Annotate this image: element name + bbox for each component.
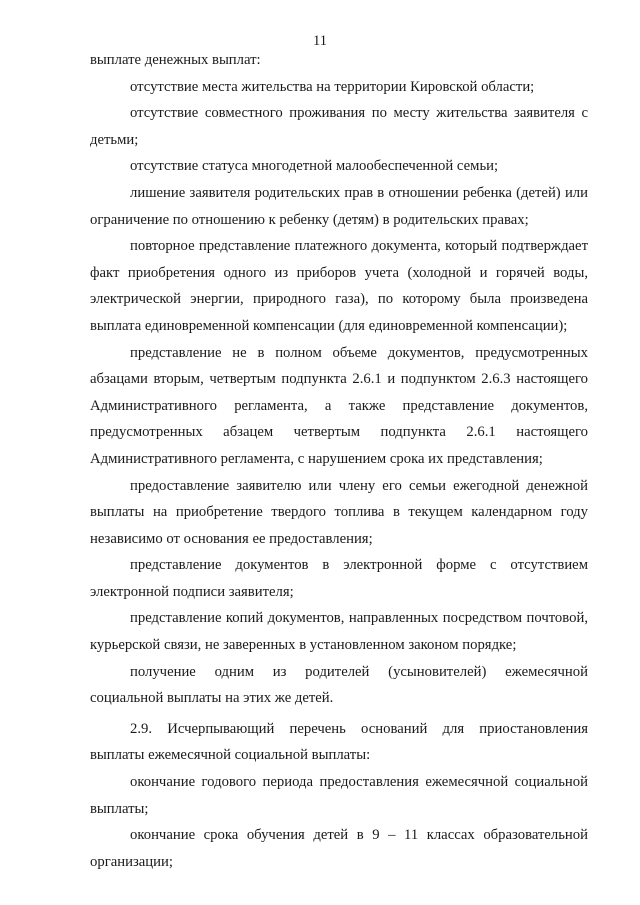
document-body xyxy=(90,47,588,875)
paragraph: лишение заявителя родительских прав в отношении ребенка (детей) или ограничение по отношению к ребенку (детям) в родительских правах; xyxy=(90,184,588,228)
paragraph: получение одним из родителей (усыновителей) ежемесячной социальной выплаты на этих же детей. xyxy=(90,663,588,707)
paragraph-continuation: выплате денежных выплат: xyxy=(90,52,261,68)
paragraph: повторное представление платежного документа, который подтверждает факт приобретения одного из приборов учета (холодной и горячей воды, электрической энергии, природного газа), по которому была произведена выплата единовременной компенсации (для единовременной компенсации); xyxy=(90,238,588,334)
paragraph: окончание срока обучения детей в 9 – 11 классах образовательной организации; xyxy=(90,827,588,870)
paragraph: отсутствие места жительства на территории Кировской области; xyxy=(130,78,535,95)
paragraph: предоставление заявителю или члену его семьи ежегодной денежной выплаты на приобретение твердого топлива в текущем календарном году независимо от основания ее предоставления; xyxy=(90,477,588,547)
section-heading-paragraph: 2.9. Исчерпывающий перечень оснований для приостановления выплаты ежемесячной социальной выплаты: xyxy=(90,720,588,764)
paragraph: представление документов в электронной форме с отсутствием электронной подписи заявителя; xyxy=(90,557,588,600)
paragraph: окончание годового периода предоставления ежемесячной социальной выплаты; xyxy=(90,774,588,817)
page-number: 11 xyxy=(313,33,327,49)
paragraph: представление не в полном объеме документов, предусмотренных абзацами вторым, четвертым подпункта 2.6.1 и подпунктом 2.6.3 настоящего Административного регламента, а также представление документов, предусмотренных абзацем четвертым подпункта 2.6.1 настоящего Административного регламента, с нарушением срока их представления; xyxy=(90,344,588,467)
paragraph: представление копий документов, направленных посредством почтовой, курьерской связи, не заверенных в установленном законом порядке; xyxy=(90,610,588,654)
paragraph: отсутствие статуса многодетной малообеспеченной семьи; xyxy=(130,158,499,175)
paragraph: отсутствие совместного проживания по месту жительства заявителя с детьми; xyxy=(90,105,588,148)
